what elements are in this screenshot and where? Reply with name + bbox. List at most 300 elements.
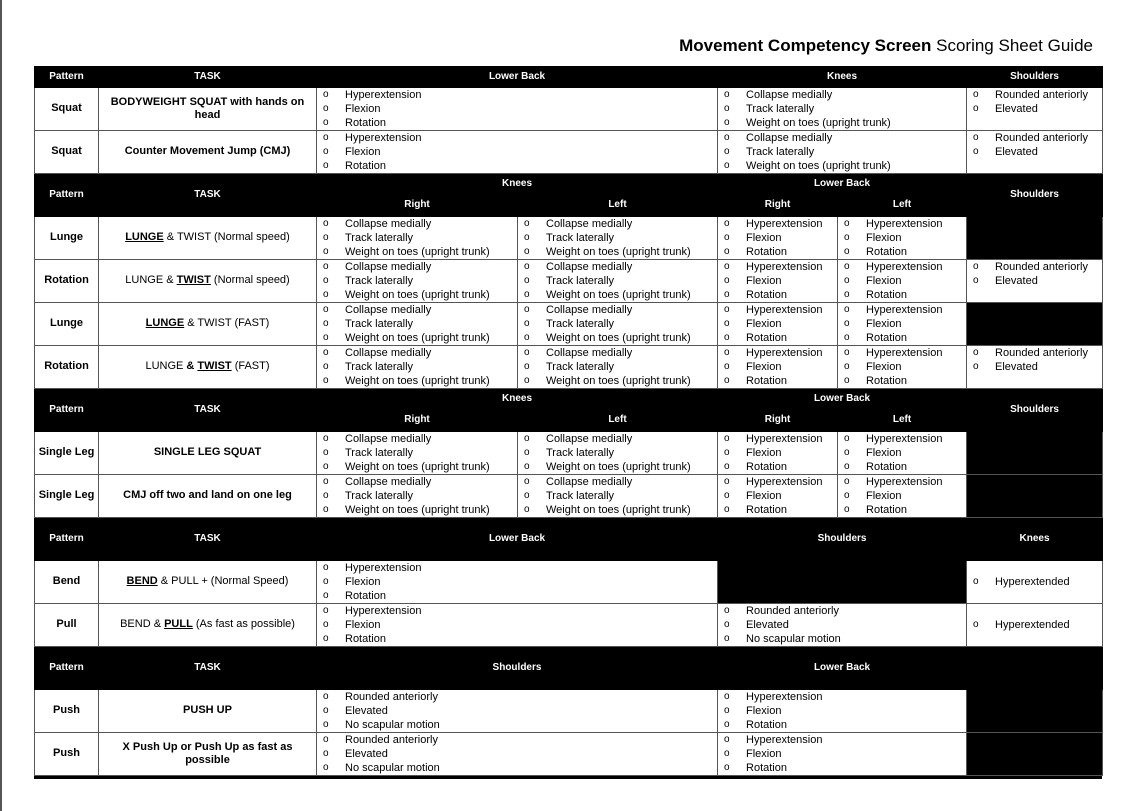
checklist-item[interactable]: o Hyperextension <box>323 88 717 102</box>
checklist-item[interactable]: o No scapular motion <box>323 718 717 732</box>
checklist-item[interactable]: o Collapse medially <box>323 260 517 274</box>
table-row <box>35 690 1103 733</box>
lower-back-left-cell <box>838 260 967 303</box>
checklist <box>718 217 837 259</box>
checklist <box>317 88 717 130</box>
checklist-item[interactable]: o Flexion <box>724 704 966 718</box>
header-left: Left <box>518 194 718 217</box>
page-title <box>679 36 1093 56</box>
lower-back-cell <box>317 561 718 604</box>
checklist-item[interactable]: o Hyperextension <box>724 346 837 360</box>
pattern-cell: Squat <box>35 88 99 131</box>
header-shoulders: Shoulders <box>718 518 967 561</box>
checklist-item[interactable]: o Rounded anteriorly <box>973 346 1102 360</box>
task-rest: & TWIST (FAST) <box>184 317 270 330</box>
header-lower-back: Lower Back <box>317 518 718 561</box>
header-task: TASK <box>99 647 317 690</box>
knees-left-cell <box>518 260 718 303</box>
checklist-item[interactable]: o Collapse medially <box>524 260 717 274</box>
knees-left-cell <box>518 303 718 346</box>
header-pattern: Pattern <box>35 647 99 690</box>
checklist-item[interactable]: o Rotation <box>724 374 837 388</box>
lower-back-cell <box>317 131 718 174</box>
checklist <box>317 432 517 474</box>
checklist-item[interactable]: o Flexion <box>724 489 837 503</box>
header-right: Right <box>317 194 518 217</box>
knees-left-cell <box>518 217 718 260</box>
task-rest: (FAST) <box>231 360 270 373</box>
header-knees: Knees <box>967 518 1103 561</box>
checklist-item[interactable]: o Flexion <box>844 489 966 503</box>
task-rest: BEND & <box>120 618 165 631</box>
task-rest: LUNGE <box>145 360 187 373</box>
knees-right-cell <box>317 217 518 260</box>
checklist-item[interactable]: o Track laterally <box>524 317 717 331</box>
checklist <box>518 303 717 345</box>
checklist-item[interactable]: o Hyperextension <box>724 733 966 747</box>
checklist <box>967 131 1102 159</box>
checklist-item[interactable]: o Flexion <box>323 102 717 116</box>
checklist-item[interactable]: o Rotation <box>724 288 837 302</box>
checklist-item[interactable]: o Track laterally <box>323 446 517 460</box>
pattern-cell: Single Leg <box>35 432 99 475</box>
table-bottom-rule <box>34 776 1102 779</box>
shoulders-cell <box>718 604 967 647</box>
checklist-item[interactable]: o Collapse medially <box>524 217 717 231</box>
lower-back-right-cell <box>718 432 838 475</box>
pattern-cell: Bend <box>35 561 99 604</box>
shoulders-cell <box>317 733 718 776</box>
knees-right-cell <box>317 303 518 346</box>
knees-cell <box>718 88 967 131</box>
lower-back-left-cell <box>838 217 967 260</box>
checklist <box>718 604 966 646</box>
checklist <box>838 217 966 259</box>
task-emphasis: BEND <box>126 575 158 588</box>
shoulders-cell <box>967 88 1103 131</box>
checklist <box>838 260 966 302</box>
checklist <box>317 346 517 388</box>
checklist-item[interactable]: o Track laterally <box>724 102 966 116</box>
checklist <box>967 88 1102 116</box>
task-cell <box>99 260 317 303</box>
header-task: TASK <box>99 67 317 88</box>
lower-back-right-cell <box>718 346 838 389</box>
checklist-item[interactable]: o Rotation <box>724 245 837 259</box>
checklist <box>518 432 717 474</box>
checklist-item[interactable]: o Flexion <box>724 231 837 245</box>
checklist-item[interactable]: o Elevated <box>323 747 717 761</box>
checklist <box>718 88 966 130</box>
checklist <box>518 260 717 302</box>
checklist-item[interactable]: o Rotation <box>724 503 837 517</box>
checklist-item[interactable]: o Hyperextension <box>844 260 966 274</box>
checklist <box>518 217 717 259</box>
checklist-item[interactable]: o Hyperextension <box>323 604 717 618</box>
checklist-item[interactable]: o Collapse medially <box>524 432 717 446</box>
checklist-item[interactable]: o Weight on toes (upright trunk) <box>524 245 717 259</box>
checklist-item[interactable]: o Hyperextension <box>724 217 837 231</box>
checklist-item[interactable]: o Elevated <box>724 618 966 632</box>
checklist-item[interactable]: o Hyperextension <box>724 690 966 704</box>
knees-right-cell <box>317 346 518 389</box>
checklist-item[interactable]: o Track laterally <box>524 274 717 288</box>
checklist <box>967 618 1102 632</box>
checklist <box>317 217 517 259</box>
checklist-item[interactable]: o Rounded anteriorly <box>323 733 717 747</box>
task-cell: CMJ off two and land on one leg <box>99 475 317 518</box>
checklist-item[interactable]: o Rounded anteriorly <box>973 88 1102 102</box>
checklist-item[interactable]: o Flexion <box>844 274 966 288</box>
checklist-item[interactable]: o Track laterally <box>323 274 517 288</box>
checklist-item[interactable]: o Rotation <box>323 159 717 173</box>
checklist-item[interactable]: o Flexion <box>323 145 717 159</box>
task-rest: & TWIST (Normal speed) <box>163 231 290 244</box>
task-emphasis: PULL <box>164 618 193 631</box>
checklist-item[interactable]: o Rotation <box>844 460 966 474</box>
checklist-item[interactable]: o Track laterally <box>524 360 717 374</box>
shoulders-cell <box>967 260 1103 303</box>
checklist <box>718 346 837 388</box>
blank-cell-na <box>967 733 1103 776</box>
task-amp: & <box>186 360 198 373</box>
knees-cell <box>967 604 1103 647</box>
checklist-item[interactable]: o Collapse medially <box>323 346 517 360</box>
checklist-item[interactable]: o Flexion <box>844 446 966 460</box>
knees-right-cell <box>317 260 518 303</box>
task-rest: (Normal speed) <box>210 274 290 287</box>
checklist <box>317 561 717 603</box>
pattern-cell: Lunge <box>35 217 99 260</box>
page-left-edge <box>0 0 2 811</box>
checklist-item[interactable]: o Rounded anteriorly <box>973 260 1102 274</box>
checklist-item[interactable]: o Collapse medially <box>724 88 966 102</box>
checklist-item[interactable]: o Flexion <box>323 575 717 589</box>
header-task: TASK <box>99 389 317 432</box>
checklist-item[interactable]: o Rotation <box>844 374 966 388</box>
checklist-item[interactable]: o Hyperextension <box>844 303 966 317</box>
table-row <box>35 217 1103 260</box>
header-pattern: Pattern <box>35 518 99 561</box>
task-cell <box>99 604 317 647</box>
pattern-cell: Squat <box>35 131 99 174</box>
checklist-item[interactable]: o Collapse medially <box>724 131 966 145</box>
task-rest: (As fast as possible) <box>192 618 295 631</box>
checklist-item[interactable]: o Hyperextended <box>973 618 1102 632</box>
checklist <box>967 346 1102 374</box>
checklist <box>967 260 1102 288</box>
pattern-cell: Rotation <box>35 260 99 303</box>
header-lower-back: Lower Back <box>317 67 718 88</box>
checklist-item[interactable]: o Collapse medially <box>323 303 517 317</box>
header-pattern: Pattern <box>35 67 99 88</box>
header-knees: Knees <box>317 389 718 409</box>
header-left: Left <box>838 409 967 432</box>
lower-back-left-cell <box>838 303 967 346</box>
knees-left-cell <box>518 432 718 475</box>
shoulders-cell-na <box>967 475 1103 518</box>
checklist-item[interactable]: o Flexion <box>724 274 837 288</box>
checklist-item[interactable]: o Weight on toes (upright trunk) <box>323 245 517 259</box>
header-shoulders: Shoulders <box>967 67 1103 88</box>
checklist-item[interactable]: o Elevated <box>973 102 1102 116</box>
shoulders-cell <box>967 131 1103 174</box>
checklist-item[interactable]: o Weight on toes (upright trunk) <box>323 374 517 388</box>
knees-right-cell <box>317 432 518 475</box>
header-knees: Knees <box>718 67 967 88</box>
checklist <box>718 260 837 302</box>
table-row <box>35 561 1103 604</box>
checklist <box>838 346 966 388</box>
task-emphasis: LUNGE <box>125 231 164 244</box>
table-row <box>35 346 1103 389</box>
checklist <box>718 303 837 345</box>
checklist-item[interactable]: o Rotation <box>844 503 966 517</box>
checklist-item[interactable]: o Hyperextension <box>724 432 837 446</box>
lower-back-right-cell <box>718 303 838 346</box>
checklist <box>967 575 1102 589</box>
scoring-table <box>34 66 1103 776</box>
lower-back-cell <box>317 604 718 647</box>
knees-cell <box>967 561 1103 604</box>
checklist-item[interactable]: o Flexion <box>724 747 966 761</box>
shoulders-cell-na <box>967 432 1103 475</box>
header-shoulders: Shoulders <box>967 174 1103 217</box>
header-blank <box>967 647 1103 690</box>
checklist-item[interactable]: o Hyperextension <box>844 432 966 446</box>
checklist-item[interactable]: o Rotation <box>844 245 966 259</box>
checklist <box>317 475 517 517</box>
table-row <box>35 88 1103 131</box>
checklist-item[interactable]: o Flexion <box>724 360 837 374</box>
header-right: Right <box>718 194 838 217</box>
lower-back-left-cell <box>838 346 967 389</box>
checklist <box>317 303 517 345</box>
checklist-item[interactable]: o Flexion <box>844 360 966 374</box>
section-5-header <box>35 647 1103 690</box>
pattern-cell: Single Leg <box>35 475 99 518</box>
checklist <box>718 690 966 732</box>
checklist-item[interactable]: o No scapular motion <box>323 761 717 775</box>
checklist <box>718 475 837 517</box>
header-lower-back: Lower Back <box>718 174 967 194</box>
checklist-item[interactable]: o Track laterally <box>323 317 517 331</box>
checklist-item[interactable]: o Rounded anteriorly <box>323 690 717 704</box>
header-left: Left <box>518 409 718 432</box>
checklist-item[interactable]: o Rotation <box>724 718 966 732</box>
checklist-item[interactable]: o Weight on toes (upright trunk) <box>323 460 517 474</box>
checklist-item[interactable]: o Rotation <box>323 589 717 603</box>
header-pattern: Pattern <box>35 174 99 217</box>
lower-back-right-cell <box>718 217 838 260</box>
header-knees: Knees <box>317 174 718 194</box>
task-cell: PUSH UP <box>99 690 317 733</box>
header-left: Left <box>838 194 967 217</box>
checklist-item[interactable]: o No scapular motion <box>724 632 966 646</box>
task-cell <box>99 346 317 389</box>
checklist-item[interactable]: o Weight on toes (upright trunk) <box>524 288 717 302</box>
checklist-item[interactable]: o Hyperextension <box>724 303 837 317</box>
checklist <box>518 346 717 388</box>
table-row <box>35 475 1103 518</box>
checklist-item[interactable]: o Collapse medially <box>524 346 717 360</box>
checklist-item[interactable]: o Track laterally <box>323 231 517 245</box>
checklist-item[interactable]: o Track laterally <box>524 231 717 245</box>
pattern-cell: Push <box>35 690 99 733</box>
knees-cell <box>718 131 967 174</box>
checklist-item[interactable]: o Hyperextension <box>844 217 966 231</box>
task-cell <box>99 561 317 604</box>
shoulders-cell-na <box>967 303 1103 346</box>
section-1-header <box>35 67 1103 88</box>
table-row <box>35 303 1103 346</box>
task-cell: BODYWEIGHT SQUAT with hands on head <box>99 88 317 131</box>
scoring-sheet <box>34 66 1102 779</box>
checklist-item[interactable]: o Elevated <box>973 274 1102 288</box>
task-rest: & PULL + (Normal Speed) <box>157 575 289 588</box>
checklist-item[interactable]: o Hyperextension <box>323 561 717 575</box>
checklist-item[interactable]: o Weight on toes (upright trunk) <box>524 374 717 388</box>
checklist-item[interactable]: o Track laterally <box>323 489 517 503</box>
checklist <box>718 131 966 173</box>
task-cell: SINGLE LEG SQUAT <box>99 432 317 475</box>
header-right: Right <box>718 409 838 432</box>
knees-left-cell <box>518 475 718 518</box>
checklist-item[interactable]: o Flexion <box>724 317 837 331</box>
checklist-item[interactable]: o Weight on toes (upright trunk) <box>323 288 517 302</box>
task-emphasis: LUNGE <box>145 317 185 330</box>
task-cell: Counter Movement Jump (CMJ) <box>99 131 317 174</box>
checklist-item[interactable]: o Rotation <box>844 331 966 345</box>
shoulders-cell-na <box>718 561 967 604</box>
checklist <box>718 432 837 474</box>
checklist-item[interactable]: o Hyperextension <box>844 346 966 360</box>
checklist-item[interactable]: o Track laterally <box>323 360 517 374</box>
lower-back-right-cell <box>718 260 838 303</box>
section-3-header <box>35 389 1103 409</box>
checklist-item[interactable]: o Elevated <box>973 360 1102 374</box>
checklist-item[interactable]: o Weight on toes (upright trunk) <box>524 331 717 345</box>
task-emphasis: TWIST <box>176 274 211 287</box>
lower-back-right-cell <box>718 475 838 518</box>
checklist-item[interactable]: o Collapse medially <box>524 475 717 489</box>
checklist-item[interactable]: o Rotation <box>724 331 837 345</box>
knees-right-cell <box>317 475 518 518</box>
shoulders-cell-na <box>967 217 1103 260</box>
header-lower-back: Lower Back <box>718 389 967 409</box>
task-cell <box>99 303 317 346</box>
checklist-item[interactable]: o Rotation <box>844 288 966 302</box>
checklist-item[interactable]: o Elevated <box>973 145 1102 159</box>
checklist <box>838 303 966 345</box>
checklist-item[interactable]: o Weight on toes (upright trunk) <box>724 116 966 130</box>
checklist <box>518 475 717 517</box>
pattern-cell: Push <box>35 733 99 776</box>
checklist-item[interactable]: o Flexion <box>724 446 837 460</box>
title-rest: Scoring Sheet Guide <box>931 36 1093 55</box>
checklist-item[interactable]: o Hyperextended <box>973 575 1102 589</box>
title-bold: Movement Competency Screen <box>679 36 932 55</box>
checklist-item[interactable]: o Hyperextension <box>844 475 966 489</box>
checklist <box>317 260 517 302</box>
lower-back-left-cell <box>838 432 967 475</box>
checklist-item[interactable]: o Weight on toes (upright trunk) <box>524 503 717 517</box>
knees-left-cell <box>518 346 718 389</box>
checklist-item[interactable]: o Weight on toes (upright trunk) <box>323 331 517 345</box>
checklist-item[interactable]: o Flexion <box>323 618 717 632</box>
checklist-item[interactable]: o Weight on toes (upright trunk) <box>724 159 966 173</box>
table-row <box>35 733 1103 776</box>
checklist-item[interactable]: o Track laterally <box>724 145 966 159</box>
pattern-cell: Pull <box>35 604 99 647</box>
checklist-item[interactable]: o Weight on toes (upright trunk) <box>323 503 517 517</box>
pattern-cell: Lunge <box>35 303 99 346</box>
header-task: TASK <box>99 174 317 217</box>
shoulders-cell <box>317 690 718 733</box>
lower-back-cell <box>718 733 967 776</box>
checklist-item[interactable]: o Flexion <box>844 231 966 245</box>
checklist-item[interactable]: o Hyperextension <box>323 131 717 145</box>
checklist-item[interactable]: o Weight on toes (upright trunk) <box>524 460 717 474</box>
checklist-item[interactable]: o Flexion <box>844 317 966 331</box>
table-row <box>35 604 1103 647</box>
header-shoulders: Shoulders <box>317 647 718 690</box>
checklist-item[interactable]: o Rotation <box>724 761 966 775</box>
checklist-item[interactable]: o Collapse medially <box>323 475 517 489</box>
blank-cell-na <box>967 690 1103 733</box>
checklist-item[interactable]: o Elevated <box>323 704 717 718</box>
checklist <box>838 475 966 517</box>
checklist-item[interactable]: o Rounded anteriorly <box>973 131 1102 145</box>
checklist <box>317 131 717 173</box>
checklist-item[interactable]: o Collapse medially <box>323 217 517 231</box>
checklist-item[interactable]: o Rotation <box>323 632 717 646</box>
header-task: TASK <box>99 518 317 561</box>
lower-back-cell <box>718 690 967 733</box>
lower-back-cell <box>317 88 718 131</box>
checklist-item[interactable]: o Hyperextension <box>724 260 837 274</box>
task-cell: X Push Up or Push Up as fast as possible <box>99 733 317 776</box>
checklist-item[interactable]: o Collapse medially <box>524 303 717 317</box>
checklist <box>317 690 717 732</box>
header-lower-back: Lower Back <box>718 647 967 690</box>
pattern-cell: Rotation <box>35 346 99 389</box>
header-pattern: Pattern <box>35 389 99 432</box>
table-row <box>35 432 1103 475</box>
section-4-header <box>35 518 1103 561</box>
checklist-item[interactable]: o Collapse medially <box>323 432 517 446</box>
checklist-item[interactable]: o Rotation <box>323 116 717 130</box>
task-rest: LUNGE & <box>125 274 177 287</box>
header-shoulders: Shoulders <box>967 389 1103 432</box>
table-row <box>35 131 1103 174</box>
checklist-item[interactable]: o Rotation <box>724 460 837 474</box>
checklist <box>838 432 966 474</box>
lower-back-left-cell <box>838 475 967 518</box>
checklist-item[interactable]: o Hyperextension <box>724 475 837 489</box>
task-cell <box>99 217 317 260</box>
header-right: Right <box>317 409 518 432</box>
task-emphasis: TWIST <box>197 360 232 373</box>
shoulders-cell <box>967 346 1103 389</box>
checklist-item[interactable]: o Rounded anteriorly <box>724 604 966 618</box>
checklist-item[interactable]: o Track laterally <box>524 489 717 503</box>
table-row <box>35 260 1103 303</box>
checklist <box>718 733 966 775</box>
checklist <box>317 604 717 646</box>
checklist-item[interactable]: o Track laterally <box>524 446 717 460</box>
section-2-header <box>35 174 1103 194</box>
